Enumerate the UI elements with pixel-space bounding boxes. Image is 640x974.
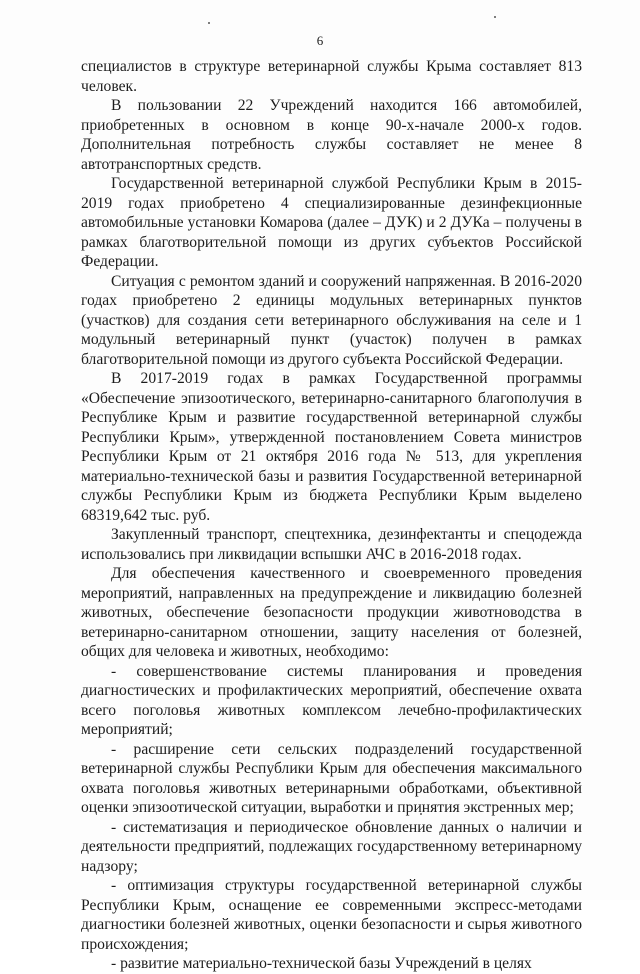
list-item-structure-optimization: - оптимизация структуры государственной ветеринарной службы Республики Крым, оснащение ее современными экспресс-методами диагностики болезней животных, оценки безопасности и сырья животного происхождения; bbox=[81, 877, 582, 953]
paragraph-requirements-intro: Для обеспечения качественного и своевременного проведения мероприятий, направленных на предупреждение и ликвидацию болезней животных, обеспечение безопасности продукции животноводства в ветеринарно-санитарном отношении, защиту населения от болезней, общих для человека и животных, необходимо: bbox=[81, 565, 582, 660]
list-item-planning: - совершенствование системы планирования и проведения диагностических и профилактических мероприятий, обеспечение охвата всего поголовья животных комплексом лечебно-профилактических мероприятий; bbox=[81, 662, 582, 738]
list-item-material-base: - развитие материально-технической базы Учреждений в целях bbox=[111, 955, 532, 972]
body-text bbox=[81, 57, 582, 974]
list-item-network-expansion: - расширение сети сельских подразделений государственной ветеринарной службы Республики Крым для обеспечения максимального охвата поголовья животных ветеринарными обработками, объективной оценки эпизоотической ситуации, выработки и принятия экстренных мер; bbox=[81, 740, 582, 816]
list-item-data-systematization: - систематизация и периодическое обновление данных о наличии и деятельности предприятий, подлежащих государственному ветеринарному надзору; bbox=[81, 818, 582, 875]
paragraph-disinfection-units: Государственной ветеринарной службой Республики Крым в 2015-2019 годах приобретено 4 специализированные дезинфекционные автомобильные установки Комарова (далее – ДУК) и 2 ДУКа – получены в рамках благотворительной помощи из других субъектов Российской Федерации. bbox=[81, 175, 582, 270]
paragraph-vehicles: В пользовании 22 Учреждений находится 166 автомобилей, приобретенных в основном в конце 90-х-начале 2000-х годов. Дополнительная потребность службы составляет не менее 8 автотранспортных средств. bbox=[81, 97, 582, 173]
page-number: 6 bbox=[316, 33, 324, 48]
paragraph-state-program: В 2017-2019 годах в рамках Государственной программы «Обеспечение эпизоотического, ветеринарно-санитарного благополучия в Республике Крым и развитие государственной ветеринарной службы Республики Крым», утвержденной постановлением Совета министров Республики Крым от 21 октября 2016 года № 513, для укрепления материально-технической базы и развития Государственной ветеринарной службы Республики Крым из бюджета Республики Крым выделено 68319,642 тыс. руб. bbox=[81, 370, 582, 524]
paragraph-asf-outbreak: Закупленный транспорт, спецтехника, дезинфектанты и спецодежда использовались при ликвидации вспышки АЧС в 2016-2018 годах. bbox=[81, 526, 582, 563]
paragraph-buildings: Ситуация с ремонтом зданий и сооружений напряженная. В 2016-2020 годах приобретено 2 единицы модульных ветеринарных пунктов (участков) для создания сети ветеринарного обслуживания на селе и 1 модульный ветеринарный пункт (участок) получен в рамках благотворительной помощи из другого субъекта Российской Федерации. bbox=[81, 272, 582, 368]
paragraph-staff-count: специалистов в структуре ветеринарной службы Крыма составляет 813 человек. bbox=[81, 58, 582, 95]
scan-speck bbox=[494, 16, 496, 18]
scan-speck bbox=[208, 22, 210, 24]
